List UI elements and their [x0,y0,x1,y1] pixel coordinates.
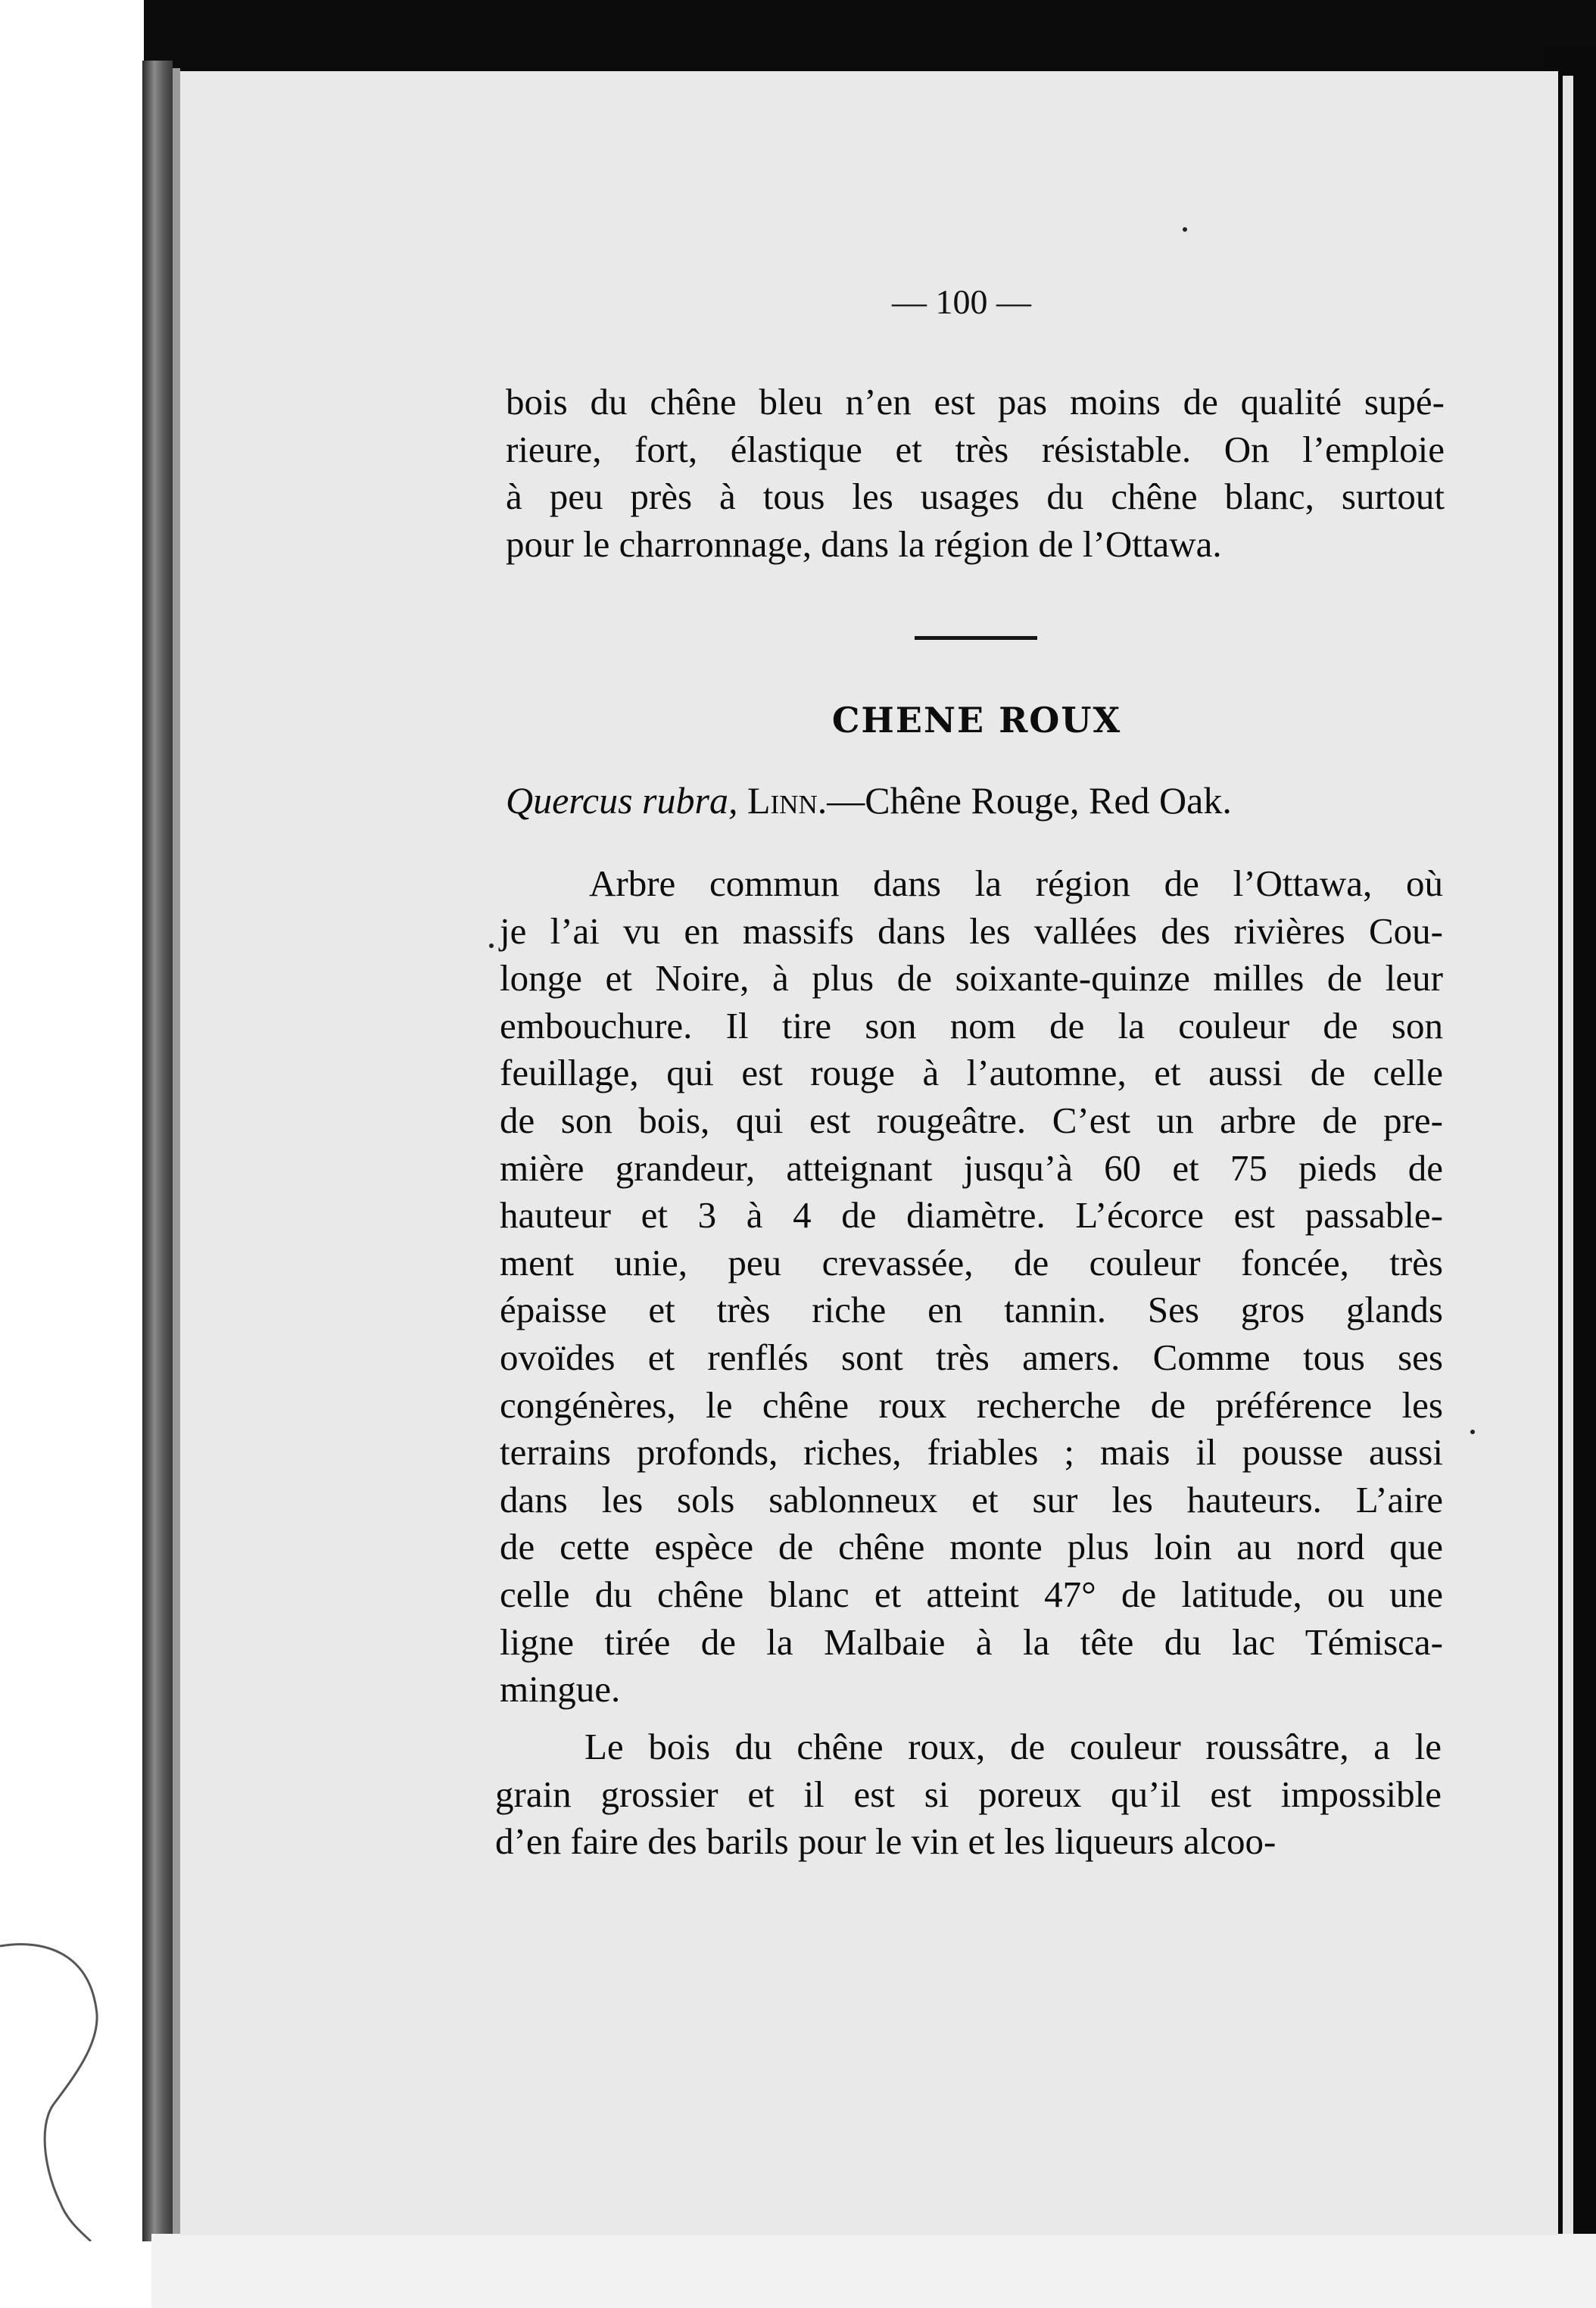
botanical-author: Linn. [747,779,828,822]
text-line: ovoïdes et renflés sont très amers. Comme tous ses [500,1336,1443,1378]
common-names: —Chêne Rouge, Red Oak. [827,779,1232,822]
latin-name: Quercus rubra, [506,779,738,822]
text-line: je l’ai vu en massifs dans les vallées des rivières Cou- [500,909,1443,952]
text-line: à peu près à tous les usages du chêne blanc, surtout [506,476,1445,518]
text-line: longe et Noire, à plus de soixante-quinze milles de leur [500,957,1443,1000]
scan-speck [489,943,494,948]
text-line: Le bois du chêne roux, de couleur roussâtre, a le [584,1726,1442,1767]
text-line: ment unie, peu crevassée, de couleur foncée, très [500,1241,1443,1283]
binding-shadow [173,68,180,2234]
species-description-paragraph [500,860,1443,1714]
text-line: de son bois, qui est rougeâtre. C’est un arbre de pre- [500,1099,1443,1141]
text-line: hauteur et 3 à 4 de diamètre. L’écorce est passable- [500,1194,1443,1237]
text-line: de cette espèce de chêne monte plus loin au nord que [500,1526,1443,1568]
text-line: mière grandeur, atteignant jusqu’à 60 et 75 pieds de [500,1146,1443,1189]
text-line: grain grossier et il est si poreux qu’il est impossible [495,1773,1442,1815]
scan-bottom-margin [151,2234,1596,2308]
species-name-line [506,778,1445,822]
text-line: bois du chêne bleu n’en est pas moins de qualité supé- [506,381,1445,423]
text-line: épaisse et très riche en tannin. Ses gros glands [500,1289,1443,1331]
text-line: d’en faire des barils pour le vin et les liqueurs alcoo- [495,1820,1276,1863]
text-line: ligne tirée de la Malbaie à la tête du lac Témisca- [500,1620,1443,1663]
scan-top-border [144,0,1596,73]
book-binding [142,61,173,2241]
section-heading: CHENE ROUX [831,700,1122,741]
text-line: terrains profonds, riches, friables ; mais il pousse aussi [500,1431,1443,1474]
margin-pencil-mark [0,1923,114,2241]
text-line: Arbre commun dans la région de l’Ottawa, où [589,862,1443,904]
text-line: feuillage, qui est rouge à l’automne, et aussi de celle [500,1052,1443,1094]
scan-speck [1183,227,1187,232]
page-number: — 100 — [892,282,1031,321]
text-line: dans les sols sablonneux et sur les hauteurs. L’aire [500,1478,1443,1520]
text-line: embouchure. Il tire son nom de la couleur de son [500,1004,1443,1046]
text-line: congénères, le chêne roux recherche de préférence les [500,1383,1443,1426]
section-divider [915,636,1037,640]
text-line: pour le charronnage, dans la région de l’Ottawa. [506,522,1222,565]
text-line: mingue. [500,1668,621,1711]
text-line: celle du chêne blanc et atteint 47° de latitude, ou une [500,1573,1443,1615]
adjacent-page-edge [1563,76,1573,2257]
wood-description-paragraph [495,1723,1442,1866]
text-line: rieure, fort, élastique et très résistable. On l’emploie [506,428,1445,470]
scan-speck [1470,1430,1475,1434]
paragraph-continuation [506,379,1445,568]
